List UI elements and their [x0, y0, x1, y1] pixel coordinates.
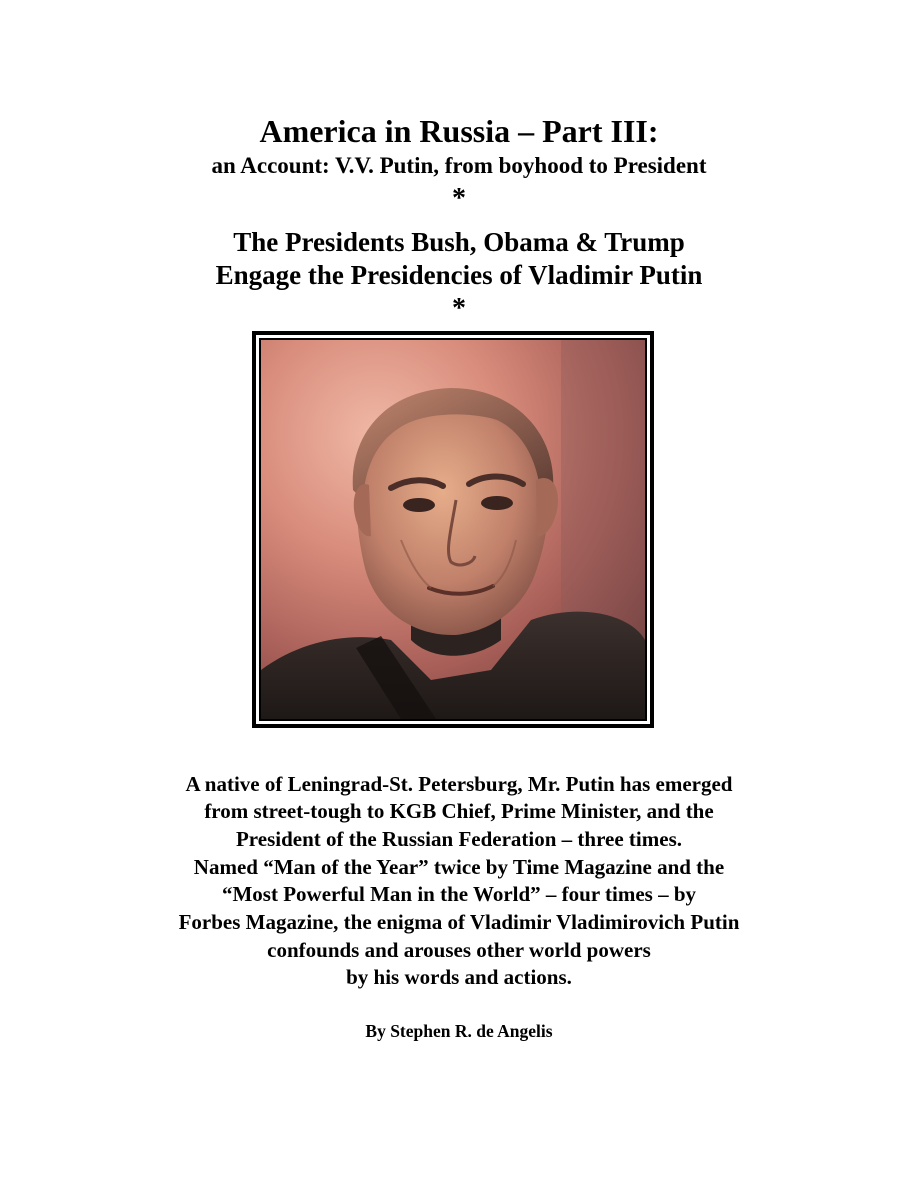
description-line: by his words and actions. [346, 965, 572, 989]
description-line: confounds and arouses other world powers [267, 938, 651, 962]
description-line: President of the Russian Federation – three times. [235, 827, 682, 851]
headline-line: Engage the Presidencies of Vladimir Putin [215, 260, 703, 290]
headline-line: The Presidents Bush, Obama & Trump [233, 227, 685, 257]
description-line: Forbes Magazine, the enigma of Vladimir Vladimirovich Putin [178, 910, 740, 934]
portrait-frame [252, 331, 654, 728]
portrait-photo-icon [261, 340, 645, 719]
author-byline: By Stephen R. de Angelis [365, 1021, 553, 1041]
portrait-photo [259, 338, 647, 721]
separator-asterisk: * [452, 293, 466, 324]
description-line: “Most Powerful Man in the World” – four times – by [221, 882, 697, 906]
separator-asterisk: * [452, 183, 466, 214]
description-line: A native of Leningrad-St. Petersburg, Mr. Putin has emerged [185, 772, 733, 796]
page-title: America in Russia – Part III: [259, 113, 659, 149]
page-subtitle: an Account: V.V. Putin, from boyhood to President [211, 153, 707, 178]
description-line: Named “Man of the Year” twice by Time Magazine and the [193, 855, 725, 879]
description-line: from street-tough to KGB Chief, Prime Minister, and the [204, 799, 714, 823]
